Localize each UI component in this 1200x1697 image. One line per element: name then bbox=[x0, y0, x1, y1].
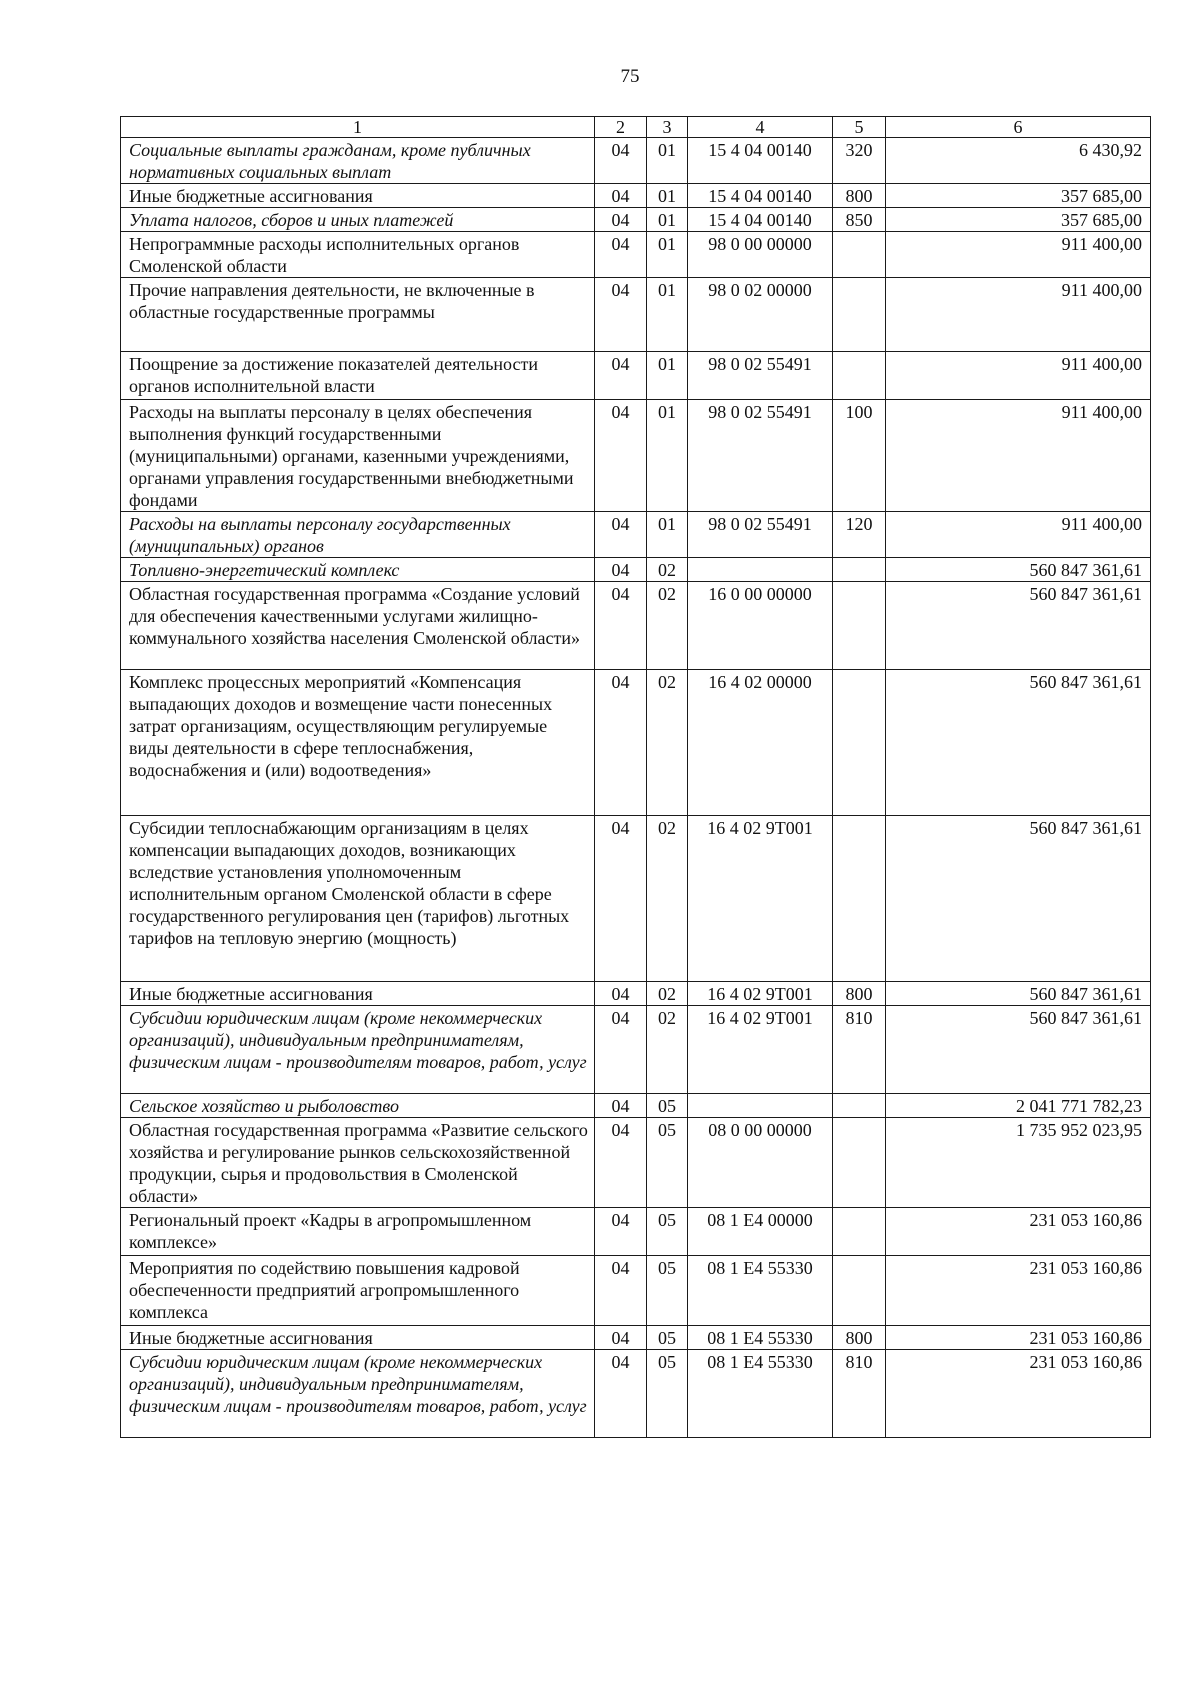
expense-type-cell bbox=[833, 1256, 886, 1326]
target-article-cell: 15 4 04 00140 bbox=[688, 138, 833, 184]
name-cell: Поощрение за достижение показателей деятельности органов исполнительной власти bbox=[121, 352, 595, 400]
column-header-2: 2 bbox=[595, 117, 647, 138]
table-row bbox=[121, 400, 1151, 512]
expense-type-cell bbox=[833, 582, 886, 670]
subsection-code-cell: 01 bbox=[647, 400, 688, 512]
name-cell: Непрограммные расходы исполнительных органов Смоленской области bbox=[121, 232, 595, 278]
table-header-row bbox=[121, 117, 1151, 138]
table-row bbox=[121, 278, 1151, 352]
target-article-cell: 08 1 Е4 55330 bbox=[688, 1256, 833, 1326]
name-cell: Топливно-энергетический комплекс bbox=[121, 558, 595, 582]
name-cell: Региональный проект «Кадры в агропромышленном комплексе» bbox=[121, 1208, 595, 1256]
expense-type-cell: 100 bbox=[833, 400, 886, 512]
column-header-5: 5 bbox=[833, 117, 886, 138]
section-code-cell: 04 bbox=[595, 1094, 647, 1118]
column-header-3: 3 bbox=[647, 117, 688, 138]
name-cell: Иные бюджетные ассигнования bbox=[121, 982, 595, 1006]
subsection-code-cell: 05 bbox=[647, 1350, 688, 1438]
expense-type-cell bbox=[833, 232, 886, 278]
section-code-cell: 04 bbox=[595, 982, 647, 1006]
target-article-cell: 08 1 Е4 00000 bbox=[688, 1208, 833, 1256]
target-article-cell: 15 4 04 00140 bbox=[688, 184, 833, 208]
name-cell: Иные бюджетные ассигнования bbox=[121, 1326, 595, 1350]
name-cell: Уплата налогов, сборов и иных платежей bbox=[121, 208, 595, 232]
name-cell: Субсидии юридическим лицам (кроме некоммерческих организаций), индивидуальным предпринимателям, физическим лицам - производителям товаров, работ, услуг bbox=[121, 1006, 595, 1094]
name-cell: Расходы на выплаты персоналу в целях обеспечения выполнения функций государственными (муниципальными) органами, казенными учреждениями, органами управления государственными внебюджетными фондами bbox=[121, 400, 595, 512]
name-cell: Областная государственная программа «Создание условий для обеспечения качественными услугами жилищно-коммунального хозяйства населения Смоленской области» bbox=[121, 582, 595, 670]
amount-cell: 560 847 361,61 bbox=[886, 1006, 1151, 1094]
name-cell: Субсидии теплоснабжающим организациям в целях компенсации выпадающих доходов, возникающих вследствие установления уполномоченным исполнительным органом Смоленской области в сфере государственного регулирования цен (тарифов) льготных тарифов на тепловую энергию (мощность) bbox=[121, 816, 595, 982]
subsection-code-cell: 02 bbox=[647, 670, 688, 816]
amount-cell: 560 847 361,61 bbox=[886, 982, 1151, 1006]
table-row bbox=[121, 184, 1151, 208]
expense-type-cell: 320 bbox=[833, 138, 886, 184]
section-code-cell: 04 bbox=[595, 1350, 647, 1438]
subsection-code-cell: 02 bbox=[647, 1006, 688, 1094]
amount-cell: 560 847 361,61 bbox=[886, 582, 1151, 670]
table-row bbox=[121, 816, 1151, 982]
amount-cell: 6 430,92 bbox=[886, 138, 1151, 184]
amount-cell: 357 685,00 bbox=[886, 208, 1151, 232]
amount-cell: 911 400,00 bbox=[886, 232, 1151, 278]
target-article-cell: 16 4 02 9Т001 bbox=[688, 816, 833, 982]
subsection-code-cell: 01 bbox=[647, 278, 688, 352]
amount-cell: 357 685,00 bbox=[886, 184, 1151, 208]
table-row bbox=[121, 982, 1151, 1006]
expense-type-cell: 810 bbox=[833, 1006, 886, 1094]
table-row bbox=[121, 670, 1151, 816]
table-row bbox=[121, 138, 1151, 184]
subsection-code-cell: 01 bbox=[647, 208, 688, 232]
subsection-code-cell: 05 bbox=[647, 1326, 688, 1350]
table-row bbox=[121, 558, 1151, 582]
section-code-cell: 04 bbox=[595, 512, 647, 558]
amount-cell: 911 400,00 bbox=[886, 352, 1151, 400]
section-code-cell: 04 bbox=[595, 1208, 647, 1256]
section-code-cell: 04 bbox=[595, 816, 647, 982]
subsection-code-cell: 01 bbox=[647, 352, 688, 400]
expense-type-cell: 800 bbox=[833, 1326, 886, 1350]
amount-cell: 231 053 160,86 bbox=[886, 1256, 1151, 1326]
column-header-1: 1 bbox=[121, 117, 595, 138]
target-article-cell: 08 1 Е4 55330 bbox=[688, 1350, 833, 1438]
table-row bbox=[121, 232, 1151, 278]
amount-cell: 231 053 160,86 bbox=[886, 1326, 1151, 1350]
section-code-cell: 04 bbox=[595, 352, 647, 400]
section-code-cell: 04 bbox=[595, 208, 647, 232]
expense-type-cell bbox=[833, 816, 886, 982]
section-code-cell: 04 bbox=[595, 1118, 647, 1208]
section-code-cell: 04 bbox=[595, 558, 647, 582]
table-row bbox=[121, 208, 1151, 232]
expense-type-cell: 810 bbox=[833, 1350, 886, 1438]
expense-type-cell bbox=[833, 278, 886, 352]
amount-cell: 231 053 160,86 bbox=[886, 1208, 1151, 1256]
target-article-cell: 08 0 00 00000 bbox=[688, 1118, 833, 1208]
subsection-code-cell: 01 bbox=[647, 512, 688, 558]
subsection-code-cell: 05 bbox=[647, 1094, 688, 1118]
table-row bbox=[121, 512, 1151, 558]
section-code-cell: 04 bbox=[595, 138, 647, 184]
section-code-cell: 04 bbox=[595, 232, 647, 278]
subsection-code-cell: 02 bbox=[647, 558, 688, 582]
amount-cell: 560 847 361,61 bbox=[886, 670, 1151, 816]
amount-cell: 231 053 160,86 bbox=[886, 1350, 1151, 1438]
section-code-cell: 04 bbox=[595, 278, 647, 352]
expense-type-cell bbox=[833, 1118, 886, 1208]
target-article-cell: 98 0 02 55491 bbox=[688, 400, 833, 512]
name-cell: Сельское хозяйство и рыболовство bbox=[121, 1094, 595, 1118]
amount-cell: 1 735 952 023,95 bbox=[886, 1118, 1151, 1208]
section-code-cell: 04 bbox=[595, 582, 647, 670]
table-row bbox=[121, 1326, 1151, 1350]
name-cell: Иные бюджетные ассигнования bbox=[121, 184, 595, 208]
expense-type-cell: 800 bbox=[833, 184, 886, 208]
amount-cell: 2 041 771 782,23 bbox=[886, 1094, 1151, 1118]
expense-type-cell bbox=[833, 1094, 886, 1118]
table-row bbox=[121, 1208, 1151, 1256]
table-row bbox=[121, 1256, 1151, 1326]
column-header-4: 4 bbox=[688, 117, 833, 138]
expense-type-cell: 800 bbox=[833, 982, 886, 1006]
page-number: 75 bbox=[620, 66, 640, 87]
table-row bbox=[121, 1006, 1151, 1094]
amount-cell: 911 400,00 bbox=[886, 400, 1151, 512]
table-body bbox=[121, 138, 1151, 1438]
name-cell: Расходы на выплаты персоналу государственных (муниципальных) органов bbox=[121, 512, 595, 558]
expense-type-cell bbox=[833, 1208, 886, 1256]
subsection-code-cell: 01 bbox=[647, 138, 688, 184]
subsection-code-cell: 02 bbox=[647, 982, 688, 1006]
subsection-code-cell: 05 bbox=[647, 1256, 688, 1326]
target-article-cell: 98 0 00 00000 bbox=[688, 232, 833, 278]
subsection-code-cell: 02 bbox=[647, 582, 688, 670]
amount-cell: 560 847 361,61 bbox=[886, 816, 1151, 982]
target-article-cell: 98 0 02 55491 bbox=[688, 352, 833, 400]
target-article-cell bbox=[688, 558, 833, 582]
target-article-cell bbox=[688, 1094, 833, 1118]
table-row bbox=[121, 352, 1151, 400]
expense-type-cell bbox=[833, 670, 886, 816]
amount-cell: 911 400,00 bbox=[886, 512, 1151, 558]
subsection-code-cell: 01 bbox=[647, 184, 688, 208]
budget-table bbox=[120, 116, 1151, 1438]
section-code-cell: 04 bbox=[595, 1006, 647, 1094]
target-article-cell: 08 1 Е4 55330 bbox=[688, 1326, 833, 1350]
expense-type-cell: 120 bbox=[833, 512, 886, 558]
subsection-code-cell: 05 bbox=[647, 1118, 688, 1208]
subsection-code-cell: 01 bbox=[647, 232, 688, 278]
table-row bbox=[121, 1350, 1151, 1438]
target-article-cell: 98 0 02 55491 bbox=[688, 512, 833, 558]
target-article-cell: 15 4 04 00140 bbox=[688, 208, 833, 232]
target-article-cell: 16 4 02 9Т001 bbox=[688, 1006, 833, 1094]
name-cell: Мероприятия по содействию повышения кадровой обеспеченности предприятий агропромышленного комплекса bbox=[121, 1256, 595, 1326]
table-row bbox=[121, 582, 1151, 670]
section-code-cell: 04 bbox=[595, 1326, 647, 1350]
section-code-cell: 04 bbox=[595, 670, 647, 816]
name-cell: Социальные выплаты гражданам, кроме публичных нормативных социальных выплат bbox=[121, 138, 595, 184]
amount-cell: 560 847 361,61 bbox=[886, 558, 1151, 582]
name-cell: Комплекс процессных мероприятий «Компенсация выпадающих доходов и возмещение части понесенных затрат организациям, осуществляющим регулируемые виды деятельности в сфере теплоснабжения, водоснабжения и (или) водоотведения» bbox=[121, 670, 595, 816]
name-cell: Областная государственная программа «Развитие сельского хозяйства и регулирование рынков сельскохозяйственной продукции, сырья и продовольствия в Смоленской области» bbox=[121, 1118, 595, 1208]
expense-type-cell: 850 bbox=[833, 208, 886, 232]
column-header-6: 6 bbox=[886, 117, 1151, 138]
amount-cell: 911 400,00 bbox=[886, 278, 1151, 352]
table-row bbox=[121, 1094, 1151, 1118]
subsection-code-cell: 05 bbox=[647, 1208, 688, 1256]
expense-type-cell bbox=[833, 558, 886, 582]
section-code-cell: 04 bbox=[595, 400, 647, 512]
section-code-cell: 04 bbox=[595, 1256, 647, 1326]
subsection-code-cell: 02 bbox=[647, 816, 688, 982]
target-article-cell: 98 0 02 00000 bbox=[688, 278, 833, 352]
target-article-cell: 16 0 00 00000 bbox=[688, 582, 833, 670]
expense-type-cell bbox=[833, 352, 886, 400]
name-cell: Прочие направления деятельности, не включенные в областные государственные программы bbox=[121, 278, 595, 352]
section-code-cell: 04 bbox=[595, 184, 647, 208]
target-article-cell: 16 4 02 00000 bbox=[688, 670, 833, 816]
target-article-cell: 16 4 02 9Т001 bbox=[688, 982, 833, 1006]
name-cell: Субсидии юридическим лицам (кроме некоммерческих организаций), индивидуальным предпринимателям, физическим лицам - производителям товаров, работ, услуг bbox=[121, 1350, 595, 1438]
table-row bbox=[121, 1118, 1151, 1208]
